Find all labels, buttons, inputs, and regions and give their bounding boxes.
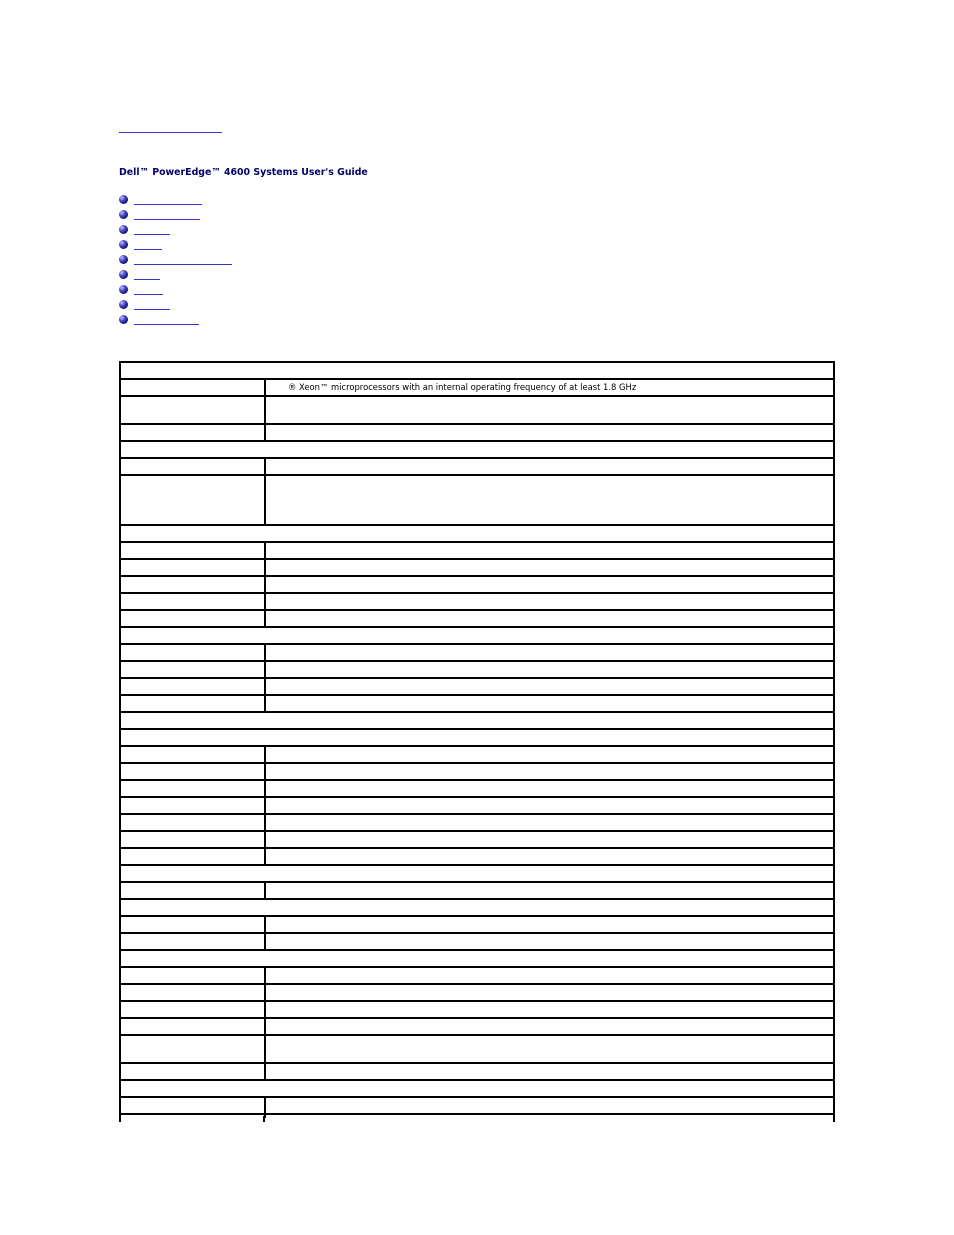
nav-link-2[interactable] [134,208,200,220]
spec-section-header [120,362,834,379]
spec-section-header-row [120,1080,834,1097]
spec-value-cell [265,1097,834,1114]
spec-label-cell [120,458,265,475]
spec-value-cell [265,678,834,695]
nav-link-8[interactable] [134,298,170,310]
spec-label-cell [120,396,265,424]
spec-section-header [120,1080,834,1097]
spec-value-cell [265,661,834,678]
spec-row [120,475,834,525]
spec-label-cell [120,695,265,712]
back-to-contents-link[interactable] [119,119,222,133]
blue-ball-bullet-icon [119,315,128,324]
spec-label-cell [120,984,265,1001]
spec-row [120,848,834,865]
spec-value-cell [265,475,834,525]
table-border-continuation [833,1116,835,1122]
nav-link-9[interactable] [134,313,199,325]
spec-value-cell [265,610,834,627]
nav-list-item [119,238,232,253]
spec-label-cell [120,746,265,763]
spec-value-cell [265,882,834,899]
spec-row [120,1018,834,1035]
nav-list-item [119,268,232,283]
nav-link-6[interactable] [134,268,160,280]
spec-row [120,559,834,576]
spec-row [120,882,834,899]
spec-section-header [120,712,834,729]
blue-ball-bullet-icon [119,255,128,264]
spec-section-header-row [120,525,834,542]
spec-value-cell [265,1035,834,1063]
nav-list-item [119,223,232,238]
spec-value-cell [265,780,834,797]
spec-value-cell [265,542,834,559]
spec-value-cell [265,424,834,441]
table-border-continuation [119,1116,121,1122]
spec-label-cell [120,661,265,678]
nav-link-7[interactable] [134,283,163,295]
section-nav-list [119,193,232,328]
spec-row [120,916,834,933]
nav-link-4[interactable] [134,238,162,250]
spec-label-cell [120,916,265,933]
spec-row [120,1001,834,1018]
blue-ball-bullet-icon [119,195,128,204]
spec-section-header-row [120,950,834,967]
spec-row [120,644,834,661]
spec-section-header [120,627,834,644]
spec-section-header [120,729,834,746]
spec-value-cell [265,746,834,763]
spec-label-cell [120,848,265,865]
spec-value-cell [265,814,834,831]
spec-section-header-row [120,627,834,644]
spec-label-cell [120,882,265,899]
spec-label-cell [120,678,265,695]
spec-label-cell [120,424,265,441]
spec-value-cell [265,576,834,593]
spec-value-cell [265,967,834,984]
spec-label-cell [120,1063,265,1080]
spec-section-header [120,865,834,882]
spec-label-cell [120,542,265,559]
spec-label-cell [120,1018,265,1035]
spec-label-cell [120,379,265,396]
nav-list-item [119,298,232,313]
blue-ball-bullet-icon [119,210,128,219]
nav-list-item [119,283,232,298]
blue-ball-bullet-icon [119,270,128,279]
spec-value-cell [265,797,834,814]
nav-list-item [119,193,232,208]
technical-specifications-table [119,361,835,1132]
spec-label-cell [120,475,265,525]
spec-row [120,1097,834,1114]
spec-label-cell [120,610,265,627]
spec-row [120,396,834,424]
blue-ball-bullet-icon [119,285,128,294]
spec-value-cell [265,644,834,661]
spec-section-header [120,441,834,458]
spec-value-cell [265,396,834,424]
spec-label-cell [120,559,265,576]
spec-value-cell [265,1018,834,1035]
spec-row [120,1035,834,1063]
spec-label-cell [120,644,265,661]
spec-section-header-row [120,899,834,916]
spec-value-cell [265,1001,834,1018]
spec-row [120,678,834,695]
spec-row [120,1063,834,1080]
spec-label-cell [120,1097,265,1114]
spec-row [120,780,834,797]
spec-label-cell [120,933,265,950]
spec-value-cell [265,831,834,848]
spec-row [120,933,834,950]
spec-row [120,814,834,831]
spec-row [120,695,834,712]
spec-label-cell [120,593,265,610]
spec-label-cell [120,831,265,848]
spec-section-header-row [120,362,834,379]
table-border-continuation [263,1116,265,1122]
nav-list-item [119,253,232,268]
spec-section-header [120,950,834,967]
spec-value-cell [265,984,834,1001]
spec-section-header [120,525,834,542]
spec-label-cell [120,814,265,831]
spec-value-cell [265,593,834,610]
spec-value-cell [265,933,834,950]
nav-list-item [119,208,232,223]
spec-row [120,424,834,441]
blue-ball-bullet-icon [119,240,128,249]
spec-row [120,763,834,780]
spec-label-cell [120,780,265,797]
blue-ball-bullet-icon [119,225,128,234]
nav-link-5[interactable] [134,253,232,265]
spec-row [120,542,834,559]
spec-value-cell [265,1063,834,1080]
spec-row [120,984,834,1001]
spec-label-cell [120,763,265,780]
spec-label-cell [120,967,265,984]
spec-row [120,797,834,814]
nav-link-3[interactable] [134,223,170,235]
spec-label-cell [120,1001,265,1018]
spec-row [120,458,834,475]
spec-label-cell [120,797,265,814]
spec-row [120,746,834,763]
spec-value-cell [265,848,834,865]
spec-value-cell: ® Xeon™ microprocessors with an internal operating frequency of at least 1.8 GHz [265,379,834,396]
spec-row [120,379,834,396]
page-title: Dell™ PowerEdge™ 4600 Systems User's Guide [119,167,368,178]
spec-row [120,967,834,984]
spec-value-cell [265,763,834,780]
spec-label-cell [120,576,265,593]
spec-section-header [120,899,834,916]
spec-section-header-row [120,441,834,458]
spec-value-cell [265,916,834,933]
spec-row [120,610,834,627]
spec-value-cell [265,559,834,576]
page-bottom-margin [119,1118,835,1235]
nav-link-1[interactable] [134,193,202,205]
spec-row [120,593,834,610]
spec-section-header-row [120,865,834,882]
spec-section-header-row [120,712,834,729]
spec-value-cell [265,695,834,712]
spec-label-cell [120,1035,265,1063]
spec-row [120,576,834,593]
spec-row [120,831,834,848]
blue-ball-bullet-icon [119,300,128,309]
spec-value-cell [265,458,834,475]
spec-section-header-row [120,729,834,746]
nav-list-item [119,313,232,328]
spec-row [120,661,834,678]
